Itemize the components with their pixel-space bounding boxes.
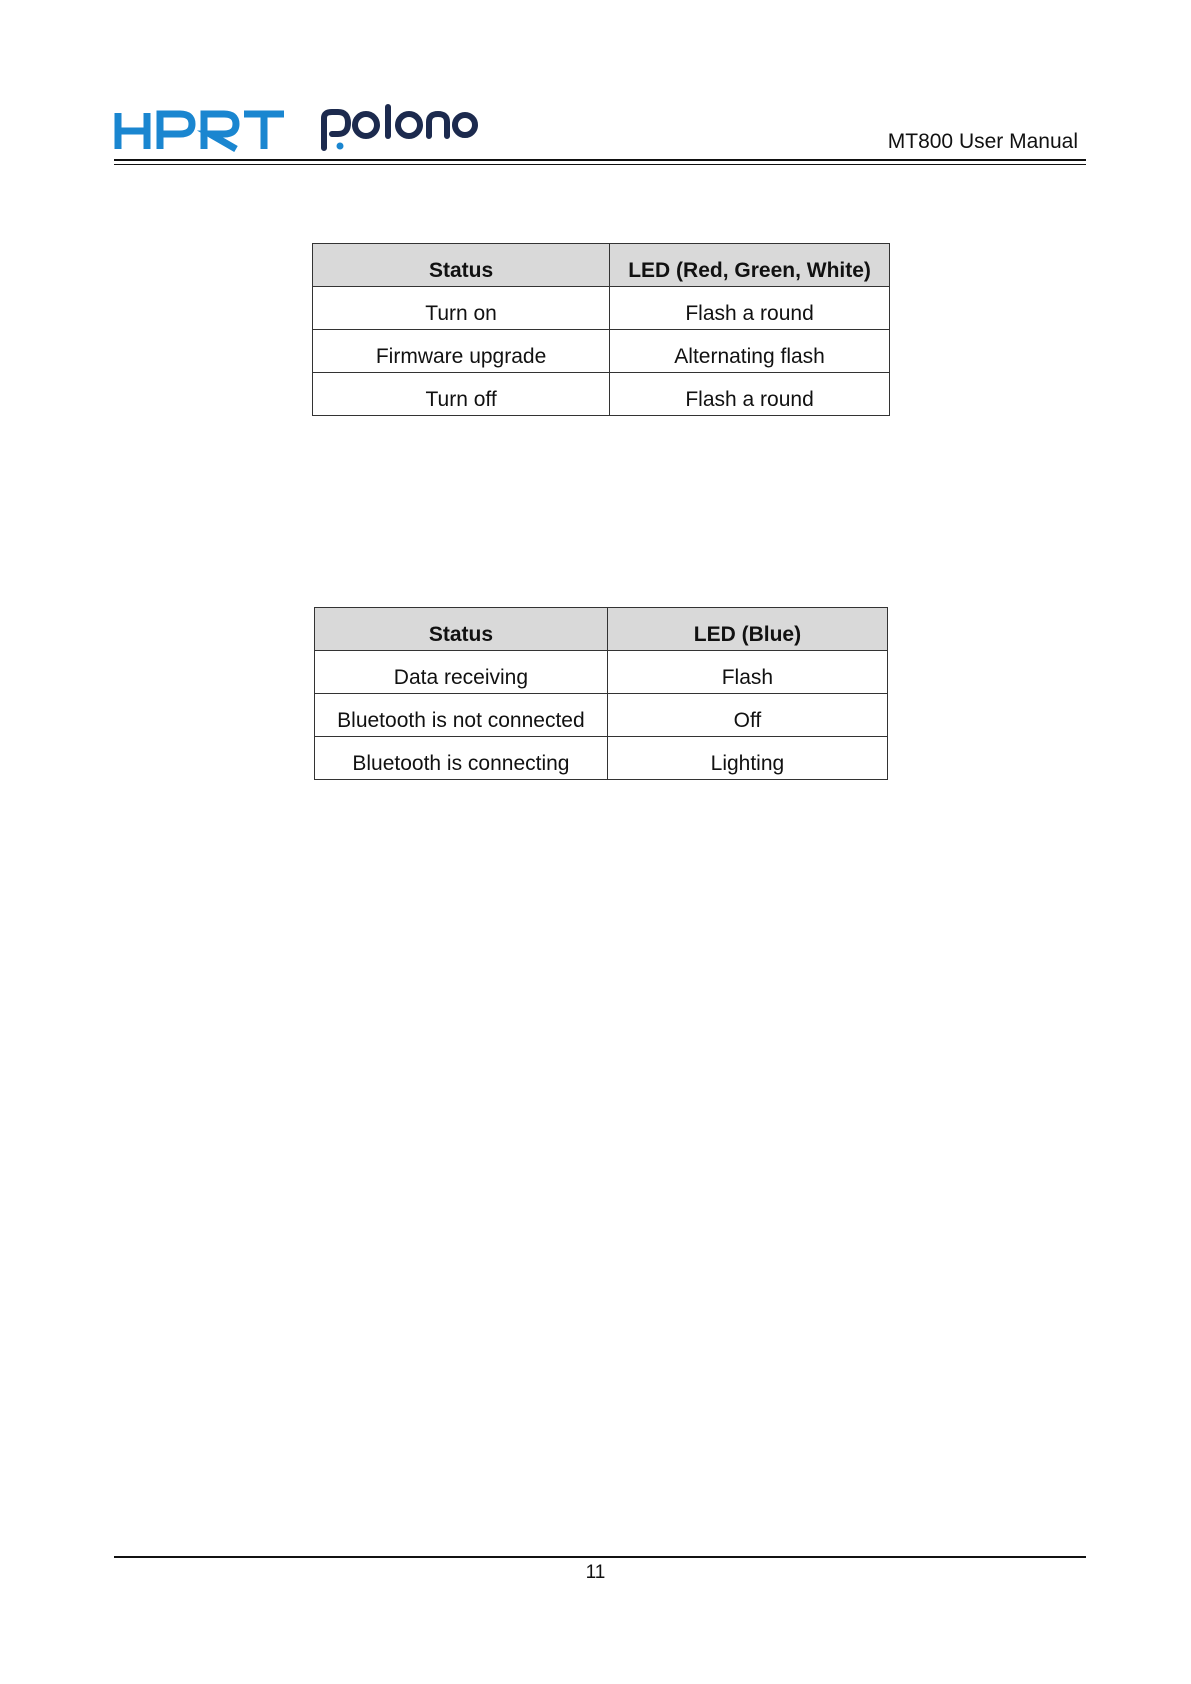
status-cell: Data receiving [315, 651, 608, 694]
table-row [315, 651, 888, 694]
polono-logo [318, 104, 478, 156]
hprt-logo [114, 110, 286, 152]
page-number: 11 [585, 1562, 606, 1583]
status-cell: Bluetooth is not connected [315, 694, 608, 737]
header-divider [114, 159, 1086, 161]
table-header-row [313, 244, 890, 287]
status-cell: Turn off [313, 373, 610, 416]
table-row [313, 330, 890, 373]
status-cell: Bluetooth is connecting [315, 737, 608, 780]
column-header-status: Status [315, 608, 608, 651]
header-divider-thin [114, 164, 1086, 165]
table-row [315, 737, 888, 780]
table-row [313, 373, 890, 416]
led-cell: Flash a round [610, 287, 890, 330]
table-row [313, 287, 890, 330]
page-header [114, 100, 1086, 162]
led-cell: Flash a round [610, 373, 890, 416]
manual-title: MT800 User Manual [887, 130, 1078, 153]
column-header-status: Status [313, 244, 610, 287]
led-rgw-status-table [312, 243, 890, 416]
footer-divider [114, 1556, 1086, 1558]
status-cell: Firmware upgrade [313, 330, 610, 373]
led-cell: Alternating flash [610, 330, 890, 373]
led-cell: Off [607, 694, 887, 737]
led-cell: Flash [607, 651, 887, 694]
led-cell: Lighting [607, 737, 887, 780]
table-row [315, 694, 888, 737]
led-blue-status-table [314, 607, 888, 780]
table-header-row [315, 608, 888, 651]
status-cell: Turn on [313, 287, 610, 330]
column-header-led: LED (Blue) [607, 608, 887, 651]
column-header-led: LED (Red, Green, White) [610, 244, 890, 287]
